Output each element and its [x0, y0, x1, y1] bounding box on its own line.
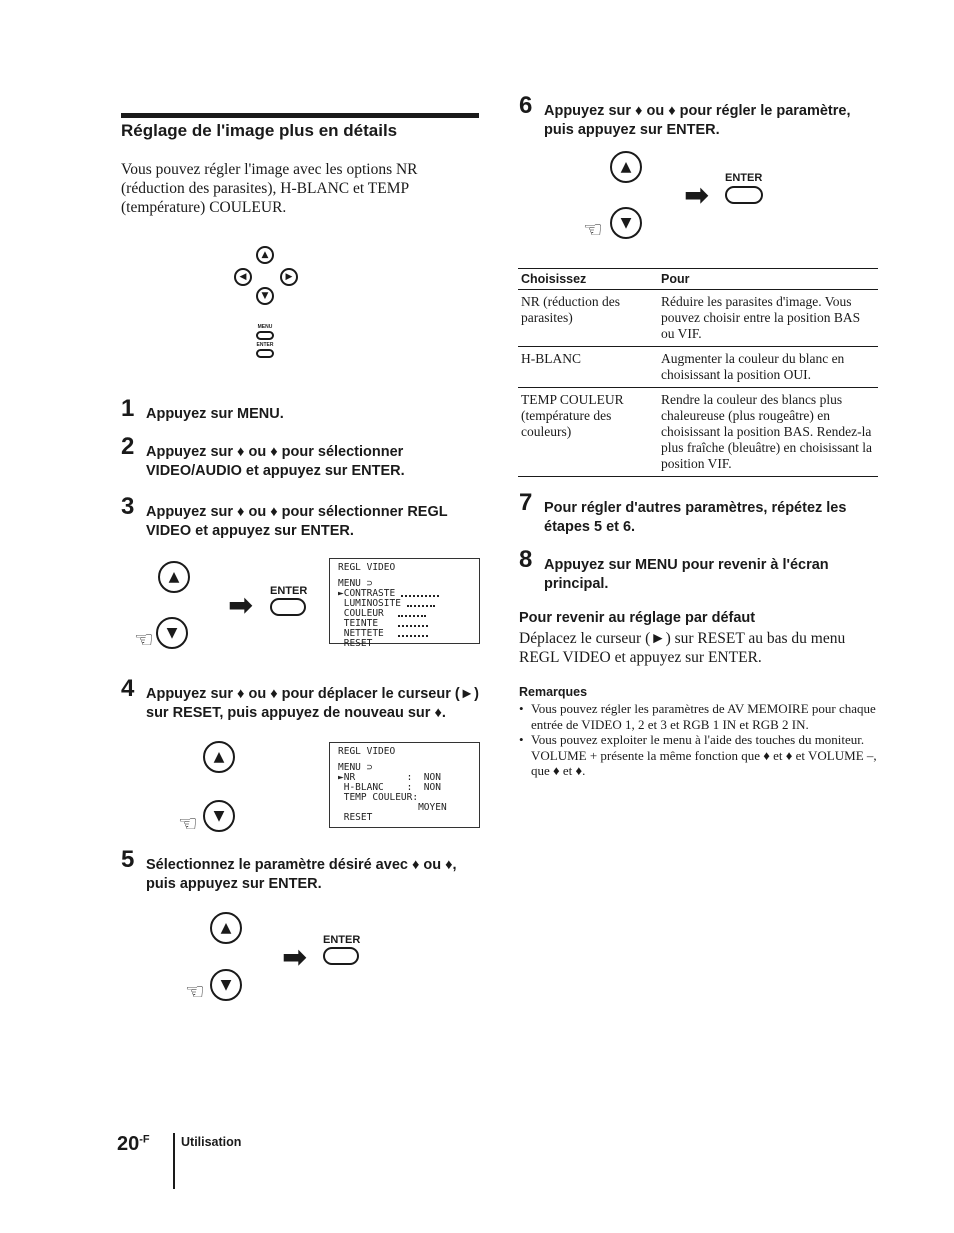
step-2	[121, 433, 476, 481]
step-text: Appuyez sur ♦ ou ♦ pour déplacer le curseur (►) sur RESET, puis appuyez de nouveau sur ♦.	[146, 686, 479, 721]
step-7	[519, 489, 884, 537]
menu-button	[256, 331, 274, 340]
level-bar	[398, 631, 428, 637]
default-section-title: Pour revenir au réglage par défaut	[519, 610, 756, 626]
list-item: • Vous pouvez exploiter le menu à l'aide des touches du moniteur. VOLUME + présente la même fonction que ♦ et ♦ et VOLUME –, que ♦ et ♦.	[519, 732, 879, 779]
enter-label: ENTER	[323, 934, 361, 946]
enter-button-icon	[725, 186, 763, 204]
osd-row-temp-value: MOYEN	[338, 802, 447, 813]
osd-title: REGL VIDEO	[338, 562, 396, 573]
step-6	[519, 92, 884, 140]
step-number: 3	[121, 493, 135, 520]
column-header-purpose: Pour	[658, 269, 878, 290]
enter-button-icon	[270, 598, 306, 616]
enter-label: ENTER	[725, 172, 763, 184]
step-3	[121, 493, 481, 541]
step-4	[121, 675, 481, 723]
osd-row-temp-couleur: TEMP COULEUR:	[338, 792, 419, 803]
osd-regl-video-1	[329, 558, 480, 649]
step-text: Pour régler d'autres paramètres, répétez les étapes 5 et 6.	[544, 500, 847, 535]
choice-cell: TEMP COULEUR (température des couleurs)	[518, 388, 658, 477]
intro-text: Vous pouvez régler l'image avec les options NR (réduction des parasites), H-BLANC et TEMP (température) COULEUR.	[121, 161, 418, 216]
step-text: Appuyez sur MENU pour revenir à l'écran principal.	[544, 557, 829, 592]
step-text: Appuyez sur ♦ ou ♦ pour sélectionner REGL VIDEO et appuyez sur ENTER.	[146, 504, 448, 539]
table-row	[518, 290, 878, 347]
remarks-list	[519, 701, 879, 779]
step-number: 5	[121, 846, 135, 873]
table-row	[518, 347, 878, 388]
down-arrow-icon: ▼	[256, 287, 274, 305]
hand-icon: ☜	[134, 628, 154, 653]
page-number-value: 20	[117, 1133, 140, 1155]
down-button-icon: ▼	[610, 207, 642, 239]
step-number: 6	[519, 92, 533, 119]
footer-section-label: Utilisation	[181, 1135, 242, 1149]
up-arrow-icon: ▲	[256, 246, 274, 264]
osd-row-reset: RESET	[338, 812, 373, 823]
section-title: Réglage de l'image plus en détails	[121, 121, 398, 140]
osd-row-nr: ►NR : NON	[338, 772, 441, 783]
osd-regl-video-2	[329, 742, 480, 828]
step-1	[121, 395, 476, 424]
step-number: 1	[121, 395, 135, 422]
down-button-icon: ▼	[210, 969, 242, 1001]
step-5	[121, 846, 481, 894]
up-button-icon: ▲	[610, 151, 642, 183]
page-number-suffix: -F	[139, 1133, 150, 1146]
up-button-icon: ▲	[203, 741, 235, 773]
page-number	[117, 1133, 150, 1156]
down-button-icon: ▼	[203, 800, 235, 832]
osd-row-label: NETTETE	[338, 628, 384, 639]
level-bar	[401, 591, 439, 597]
hand-icon: ☜	[178, 812, 198, 837]
level-bar	[407, 601, 435, 607]
osd-title: REGL VIDEO	[338, 746, 396, 757]
up-button-icon: ▲	[158, 561, 190, 593]
enter-button-label: ENTER	[256, 342, 274, 348]
choice-cell: NR (réduction des parasites)	[518, 290, 658, 347]
table-row	[518, 388, 878, 477]
level-bar	[398, 621, 428, 627]
purpose-cell: Augmenter la couleur du blanc en choisissant la position OUI.	[658, 347, 878, 388]
section-rule	[121, 113, 479, 118]
default-section-text: Déplacez le curseur (►) sur RESET au bas du menu REGL VIDEO et appuyez sur ENTER.	[519, 630, 846, 666]
hand-icon: ☜	[185, 980, 205, 1005]
right-arrow-icon: ➡	[228, 588, 254, 623]
osd-row-label: ►CONTRASTE	[338, 588, 396, 599]
step-8	[519, 546, 884, 594]
list-item: • Vous pouvez régler les paramètres de AV MEMOIRE pour chaque entrée de VIDEO 1, 2 et 3 et RGB 1 IN et RGB 2 IN.	[519, 701, 879, 732]
footer-divider	[173, 1133, 175, 1189]
purpose-cell: Rendre la couleur des blancs plus chaleureuse (plus rougeâtre) en choisissant la position BAS. Rendez-la plus fraîche (bleuâtre) en choisissant la position VIF.	[658, 388, 878, 477]
enter-button	[256, 349, 274, 358]
step-text: Appuyez sur MENU.	[146, 406, 284, 422]
step-number: 7	[519, 489, 533, 516]
osd-row-label: TEINTE	[338, 618, 379, 629]
osd-row-label: LUMINOSITE	[338, 598, 401, 609]
step-text: Appuyez sur ♦ ou ♦ pour régler le paramètre, puis appuyez sur ENTER.	[544, 103, 851, 138]
osd-row: MENU ⊃	[338, 762, 373, 773]
up-button-icon: ▲	[210, 912, 242, 944]
hand-icon: ☜	[583, 218, 603, 243]
step-text: Sélectionnez le paramètre désiré avec ♦ ou ♦, puis appuyez sur ENTER.	[146, 857, 457, 892]
osd-row-reset: RESET	[338, 638, 373, 649]
table-header-row	[518, 269, 878, 290]
purpose-cell: Réduire les parasites d'image. Vous pouvez choisir entre la position BAS ou VIF.	[658, 290, 878, 347]
osd-row: MENU ⊃	[338, 578, 373, 589]
step-number: 8	[519, 546, 533, 573]
right-arrow-icon: ▶	[280, 268, 298, 286]
enter-button-icon	[323, 947, 359, 965]
left-arrow-icon: ◀	[234, 268, 252, 286]
step-text: Appuyez sur ♦ ou ♦ pour sélectionner VIDEO/AUDIO et appuyez sur ENTER.	[146, 444, 405, 479]
level-bar	[398, 611, 426, 617]
step-number: 4	[121, 675, 135, 702]
osd-row-label: COULEUR	[338, 608, 384, 619]
choice-cell: H-BLANC	[518, 347, 658, 388]
right-arrow-icon: ➡	[684, 178, 710, 213]
options-table	[518, 268, 878, 477]
enter-label: ENTER	[270, 585, 308, 597]
step-number: 2	[121, 433, 135, 460]
menu-button-label: MENU	[257, 324, 273, 330]
right-arrow-icon: ➡	[282, 940, 308, 975]
remarks-title: Remarques	[519, 685, 588, 699]
column-header-choose: Choisissez	[518, 269, 658, 290]
osd-row-h-blanc: H-BLANC : NON	[338, 782, 441, 793]
down-button-icon: ▼	[156, 617, 188, 649]
